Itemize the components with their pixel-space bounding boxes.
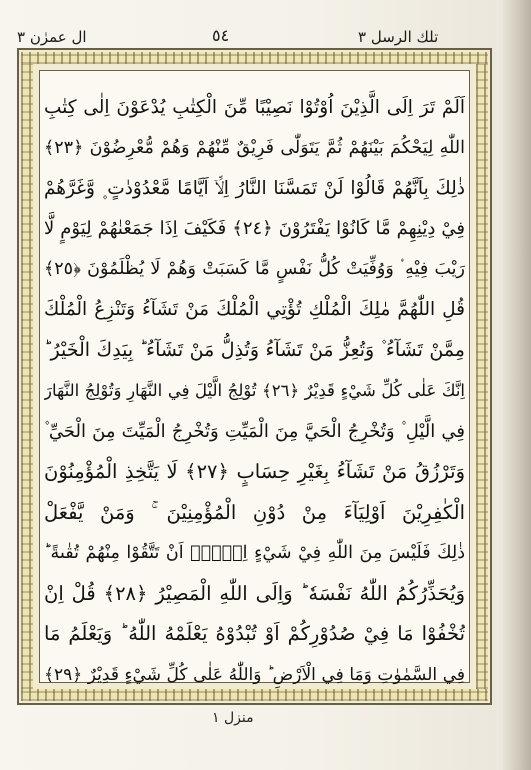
- text-line: اِنَّكَ عَلٰى كُلِّ شَيْءٍ قَدِيْرٌ ﴿٢٦﴾ تُوْلِجُ الَّيْلَ فِي النَّهَارِ وَتُوْلِجُ النَّهَارَ: [44, 381, 465, 401]
- border-pattern-left: [21, 64, 33, 689]
- text-line: وَيُحَذِّرُكُمُ اللّٰهُ نَفْسَهٗ ؕ وَاِلَى اللّٰهِ الْمَصِيْرُ ﴿٢٨﴾ قُلْ اِنْ: [44, 581, 465, 605]
- text-line: قُلِ اللّٰهُمَّ مٰلِكَ الْمُلْكِ تُؤْتِي الْمُلْكَ مَنْ تَشَآءُ وَتَنْزِعُ الْمُلْكَ: [44, 299, 465, 321]
- text-area: [39, 70, 470, 683]
- text-line: فِي السَّمٰوٰتِ وَمَا فِي الْاَرْضِ ؕ وَاللّٰهُ عَلٰى كُلِّ شَيْءٍ قَدِيْرٌ ﴿٢٩﴾: [44, 664, 465, 685]
- text-line: فِيْ دِيْنِهِمْ مَّا كَانُوْا يَفْتَرُوْنَ ﴿٢٤﴾ فَكَيْفَ اِذَا جَمَعْنٰهُمْ لِيَوْمٍ لَّا: [44, 218, 465, 240]
- border-pattern-right: [476, 64, 488, 689]
- page-number: ٥٤: [212, 26, 230, 45]
- surah-name-header: ال عمرٰن ٣: [17, 28, 87, 46]
- text-line: الْكٰفِرِيْنَ اَوْلِيَآءَ مِنْ دُوْنِ الْمُؤْمِنِيْنَ ۚ وَمَنْ يَّفْعَلْ: [44, 500, 465, 524]
- text-line: اللّٰهِ لِيَحْكُمَ بَيْنَهُمْ ثُمَّ يَتَوَلّٰى فَرِيْقٌ مِّنْهُمْ وَهُمْ مُّعْرِضُوْنَ ﴿٢٣﴾: [44, 137, 465, 158]
- page-gutter-shadow: [503, 0, 531, 770]
- text-line: وَتَرْزُقُ مَنْ تَشَآءُ بِغَيْرِ حِسَابٍ ﴿٢٧﴾ لَا يَتَّخِذِ الْمُؤْمِنُوْنَ: [44, 460, 465, 484]
- text-line: تُخْفُوْا مَا فِيْ صُدُوْرِكُمْ اَوْ تُبْدُوْهُ يَعْلَمْهُ اللّٰهُ ؕ وَيَعْلَمُ مَا: [44, 622, 465, 646]
- text-line: فِي الَّيْلِ ۫ وَتُخْرِجُ الْحَيَّ مِنَ الْمَيِّتِ وَتُخْرِجُ الْمَيِّتَ مِنَ الْحَيِّ ۫: [44, 420, 465, 442]
- text-line: ذٰلِكَ فَلَيْسَ مِنَ اللّٰهِ فِيْ شَيْءٍ اِلَّاۤ اَنْ تَتَّقُوْا مِنْهُمْ تُقٰىةً ؕ: [44, 542, 465, 563]
- juz-name-header: تلك الرسل ٣: [358, 28, 439, 46]
- border-pattern-top: [21, 52, 488, 64]
- manzil-marker: منزل ١: [212, 710, 254, 726]
- verse-lines: [44, 87, 465, 695]
- text-line: اَلَمْ تَرَ اِلَى الَّذِيْنَ اُوْتُوْا نَصِيْبًا مِّنَ الْكِتٰبِ يُدْعَوْنَ اِلٰى كِتٰبِ: [44, 96, 465, 118]
- text-line: رَيْبَ فِيْهِ ۟ وَوُفِّيَتْ كُلُّ نَفْسٍ مَّا كَسَبَتْ وَهُمْ لَا يُظْلَمُوْنَ ﴿٢٥﴾: [44, 259, 465, 280]
- decorative-border-frame: [17, 48, 492, 705]
- text-line: مِمَّنْ تَشَآءُ ۫ وَتُعِزُّ مَنْ تَشَآءُ وَتُذِلُّ مَنْ تَشَآءُ ؕ بِيَدِكَ الْخَيْرُ ؕ: [44, 339, 465, 362]
- text-line: ذٰلِكَ بِاَنَّهُمْ قَالُوْا لَنْ تَمَسَّنَا النَّارُ اِلَّاۤ اَيَّامًا مَّعْدُوْدٰتٍ ۪ وَّغَرَّهُمْ: [44, 177, 465, 199]
